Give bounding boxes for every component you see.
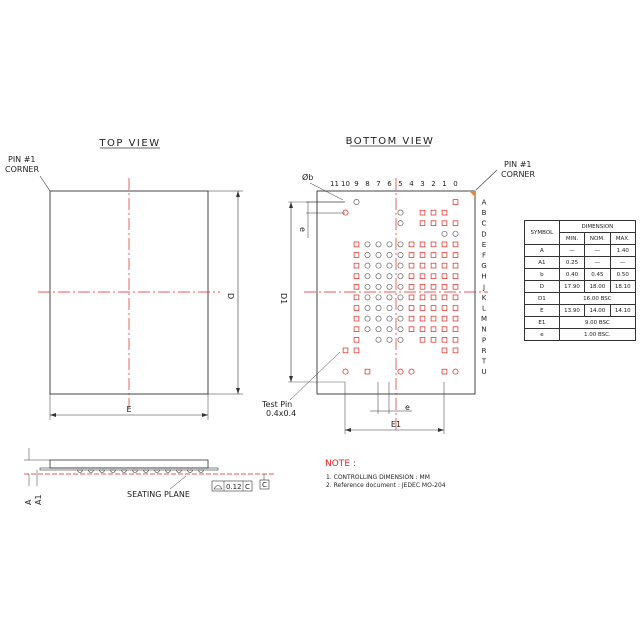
nom-cell: —	[585, 257, 610, 269]
solder-ball	[431, 316, 436, 321]
solder-ball	[431, 327, 436, 332]
side-solder-ball	[155, 470, 160, 473]
solder-ball	[376, 242, 381, 247]
dimension-table	[524, 220, 636, 341]
a1-label: A1	[34, 494, 43, 505]
side-solder-ball	[122, 470, 127, 473]
symbol-cell: E1	[525, 317, 560, 329]
solder-ball	[420, 327, 425, 332]
span-cell: 1.00 BSC.	[559, 329, 635, 341]
nom-cell: 14.00	[585, 305, 610, 317]
column-label: 5	[398, 180, 403, 188]
bottom-pin1-label-corner: CORNER	[501, 170, 536, 179]
row-label: F	[481, 251, 487, 260]
notes	[325, 459, 446, 489]
solder-ball	[376, 337, 381, 342]
solder-ball	[365, 327, 370, 332]
table-header-row	[525, 221, 636, 233]
solder-ball	[420, 274, 425, 279]
solder-ball	[354, 284, 359, 289]
seating-plane-leader	[170, 476, 186, 489]
test-pin-size-label: 0.4x0.4	[266, 409, 297, 418]
note-line-1: 1. CONTROLLING DIMENSION : MM	[326, 474, 430, 481]
side-solder-ball	[133, 470, 138, 473]
solder-ball	[453, 231, 458, 236]
solder-ball	[376, 252, 381, 257]
solder-ball	[365, 284, 370, 289]
solder-ball	[431, 306, 436, 311]
solder-ball	[365, 295, 370, 300]
top-view	[5, 138, 243, 420]
solder-ball	[409, 263, 414, 268]
bottom-view-title: BOTTOM VIEW	[345, 136, 435, 147]
solder-ball	[453, 348, 458, 353]
solder-ball	[442, 337, 447, 342]
bottom-pitch-label: e	[405, 403, 410, 412]
column-label: 11	[330, 180, 339, 188]
solder-ball	[453, 221, 458, 226]
row-label: B	[481, 209, 487, 218]
max-cell: 18.10	[610, 281, 635, 293]
solder-ball	[343, 348, 348, 353]
side-solder-ball	[89, 470, 94, 473]
solder-ball	[398, 369, 403, 374]
solder-ball	[398, 295, 403, 300]
solder-ball	[354, 337, 359, 342]
solder-ball	[387, 284, 392, 289]
solder-ball	[431, 337, 436, 342]
side-solder-ball	[166, 470, 171, 473]
solder-ball	[343, 369, 348, 374]
solder-ball	[453, 295, 458, 300]
row-label: P	[481, 336, 487, 345]
solder-ball	[453, 200, 458, 205]
solder-ball	[354, 242, 359, 247]
table-row	[525, 245, 636, 257]
solder-ball	[387, 252, 392, 257]
solder-ball	[376, 305, 381, 310]
test-pin-label: Test Pin	[262, 400, 293, 409]
max-cell: 0.50	[610, 269, 635, 281]
datum-box-label: C	[262, 481, 267, 489]
row-label: G	[481, 262, 487, 271]
solder-ball	[387, 242, 392, 247]
row-label: L	[482, 304, 486, 313]
solder-ball	[420, 253, 425, 258]
side-solder-ball	[188, 470, 193, 473]
solder-ball	[420, 295, 425, 300]
d1-label: D1	[279, 293, 288, 305]
solder-ball	[431, 221, 436, 226]
top-e-label: E	[126, 405, 132, 414]
solder-ball	[398, 337, 403, 342]
side-solder-ball	[78, 470, 83, 473]
solder-ball	[365, 274, 370, 279]
seating-plane-label: SEATING PLANE	[127, 490, 190, 499]
solder-ball	[431, 274, 436, 279]
max-cell: 14.10	[610, 305, 635, 317]
solder-ball	[365, 252, 370, 257]
row-label: N	[481, 325, 487, 334]
column-label: 2	[431, 180, 436, 188]
min-header: MIN.	[559, 233, 584, 245]
solder-ball	[409, 242, 414, 247]
solder-ball	[354, 348, 359, 353]
row-label: U	[481, 368, 487, 377]
solder-ball	[453, 274, 458, 279]
solder-ball	[453, 284, 458, 289]
solder-ball	[409, 274, 414, 279]
solder-ball	[442, 369, 447, 374]
column-label: 10	[341, 180, 350, 188]
solder-ball	[354, 263, 359, 268]
solder-ball	[398, 252, 403, 257]
solder-ball	[442, 210, 447, 215]
solder-ball	[431, 263, 436, 268]
solder-ball	[431, 295, 436, 300]
solder-ball	[398, 242, 403, 247]
table-row	[525, 293, 636, 305]
column-label: 3	[420, 180, 425, 188]
symbol-cell: D	[525, 281, 560, 293]
solder-ball	[354, 327, 359, 332]
side-solder-ball	[144, 470, 149, 473]
nom-header: NOM.	[585, 233, 610, 245]
solder-ball	[420, 210, 425, 215]
column-label: 0	[453, 180, 458, 188]
side-solder-ball	[111, 470, 116, 473]
nom-cell: 0.45	[585, 269, 610, 281]
solder-ball	[354, 295, 359, 300]
solder-ball	[442, 221, 447, 226]
row-label: D	[481, 230, 487, 239]
solder-ball	[343, 210, 348, 215]
test-pin-leader	[290, 352, 340, 400]
solder-ball	[387, 327, 392, 332]
solder-ball	[442, 295, 447, 300]
pitch-label: e	[298, 227, 307, 232]
solder-ball	[442, 327, 447, 332]
solder-ball	[420, 221, 425, 226]
side-solder-ball	[177, 470, 182, 473]
solder-ball	[398, 316, 403, 321]
solder-ball	[420, 242, 425, 247]
solder-ball	[442, 306, 447, 311]
table-row	[525, 329, 636, 341]
table-row	[525, 305, 636, 317]
tolerance-datum: C	[245, 483, 250, 491]
solder-ball	[442, 242, 447, 247]
note-line-2: 2. Reference document : JEDEC MO-204	[326, 482, 446, 489]
ball-grid	[343, 199, 458, 374]
row-labels	[481, 199, 487, 377]
row-label: J	[482, 283, 486, 292]
solder-ball	[387, 337, 392, 342]
row-label: A	[481, 198, 487, 207]
solder-ball	[453, 263, 458, 268]
side-solder-ball	[100, 470, 105, 473]
solder-ball	[398, 210, 403, 215]
max-cell: 1.40	[610, 245, 635, 257]
solder-ball	[420, 316, 425, 321]
side-body	[50, 460, 208, 468]
symbol-cell: A1	[525, 257, 560, 269]
solder-ball	[453, 369, 458, 374]
solder-ball	[398, 305, 403, 310]
solder-ball	[365, 369, 370, 374]
solder-ball	[453, 242, 458, 247]
solder-ball	[387, 295, 392, 300]
top-d-label: D	[226, 293, 235, 300]
solder-ball	[431, 242, 436, 247]
solder-ball	[453, 253, 458, 258]
solder-ball	[409, 369, 414, 374]
solder-ball	[376, 327, 381, 332]
side-view	[24, 448, 275, 505]
side-balls	[78, 470, 204, 473]
solder-ball	[376, 295, 381, 300]
solder-ball	[409, 253, 414, 258]
row-label: M	[480, 315, 488, 324]
solder-ball	[387, 305, 392, 310]
top-view-title: TOP VIEW	[99, 138, 161, 149]
solder-ball	[453, 316, 458, 321]
column-labels	[330, 180, 458, 188]
table-row	[525, 317, 636, 329]
solder-ball	[398, 221, 403, 226]
top-pin1-label-corner: CORNER	[5, 165, 40, 174]
symbol-cell: b	[525, 269, 560, 281]
nom-cell: 18.00	[585, 281, 610, 293]
row-label: T	[481, 357, 487, 366]
row-label: H	[481, 272, 487, 281]
solder-ball	[409, 284, 414, 289]
symbol-cell: D1	[525, 293, 560, 305]
a-label: A	[24, 499, 33, 505]
solder-ball	[453, 337, 458, 342]
e1-label: E1	[390, 420, 402, 429]
solder-ball	[420, 284, 425, 289]
solder-ball	[453, 327, 458, 332]
bottom-pin1-leader	[476, 170, 497, 190]
row-label: K	[481, 293, 487, 302]
solder-ball	[442, 263, 447, 268]
solder-ball	[376, 274, 381, 279]
solder-ball	[387, 274, 392, 279]
row-label: C	[481, 219, 487, 228]
column-label: 1	[442, 180, 447, 188]
table-row	[525, 257, 636, 269]
table-row	[525, 281, 636, 293]
solder-ball	[376, 316, 381, 321]
nom-cell: —	[585, 245, 610, 257]
solder-ball	[365, 263, 370, 268]
solder-ball	[354, 253, 359, 258]
solder-ball	[453, 306, 458, 311]
min-cell: 0.40	[559, 269, 584, 281]
solder-ball	[365, 316, 370, 321]
column-label: 7	[376, 180, 381, 188]
tolerance-value: 0.12	[226, 483, 242, 491]
bottom-pin1-label: PIN #1	[504, 160, 532, 169]
column-label: 9	[354, 180, 359, 188]
min-cell: 17.90	[559, 281, 584, 293]
row-label: R	[481, 346, 487, 355]
min-cell: 13.90	[559, 305, 584, 317]
symbol-header: SYMBOL	[525, 221, 560, 245]
top-pin1-label: PIN #1	[8, 155, 36, 164]
solder-ball	[420, 337, 425, 342]
solder-ball	[387, 316, 392, 321]
column-label: 4	[409, 180, 414, 188]
dimension-header: DIMENSION	[559, 221, 635, 233]
row-label: E	[481, 240, 487, 249]
ball-diameter-label: Øb	[302, 173, 314, 182]
top-pin1-leader	[40, 176, 50, 191]
solder-ball	[354, 316, 359, 321]
bottom-view	[261, 136, 535, 434]
solder-ball	[420, 306, 425, 311]
solder-ball	[376, 263, 381, 268]
solder-ball	[409, 327, 414, 332]
span-cell: 9.00 BSC	[559, 317, 635, 329]
solder-ball	[376, 284, 381, 289]
solder-ball	[442, 274, 447, 279]
solder-ball	[398, 274, 403, 279]
solder-ball	[354, 274, 359, 279]
column-label: 8	[365, 180, 370, 188]
solder-ball	[431, 284, 436, 289]
solder-ball	[431, 210, 436, 215]
symbol-cell: E	[525, 305, 560, 317]
solder-ball	[442, 348, 447, 353]
max-cell: —	[610, 257, 635, 269]
note-title: NOTE :	[325, 459, 356, 469]
solder-ball	[442, 253, 447, 258]
solder-ball	[442, 231, 447, 236]
side-solder-ball	[199, 470, 204, 473]
solder-ball	[409, 316, 414, 321]
min-cell: —	[559, 245, 584, 257]
span-cell: 16.00 BSC	[559, 293, 635, 305]
solder-ball	[398, 327, 403, 332]
solder-ball	[365, 242, 370, 247]
symbol-cell: e	[525, 329, 560, 341]
table-row	[525, 269, 636, 281]
symbol-cell: A	[525, 245, 560, 257]
flatness-symbol-icon	[214, 486, 222, 490]
solder-ball	[354, 306, 359, 311]
min-cell: 0.25	[559, 257, 584, 269]
bottom-pin1-marker	[469, 191, 475, 197]
solder-ball	[409, 295, 414, 300]
column-label: 6	[387, 180, 392, 188]
solder-ball	[442, 316, 447, 321]
solder-ball	[431, 253, 436, 258]
solder-ball	[420, 263, 425, 268]
solder-ball	[409, 306, 414, 311]
max-header: MAX.	[610, 233, 635, 245]
solder-ball	[354, 199, 359, 204]
solder-ball	[387, 263, 392, 268]
solder-ball	[442, 284, 447, 289]
solder-ball	[365, 305, 370, 310]
solder-ball	[398, 263, 403, 268]
solder-ball	[398, 284, 403, 289]
